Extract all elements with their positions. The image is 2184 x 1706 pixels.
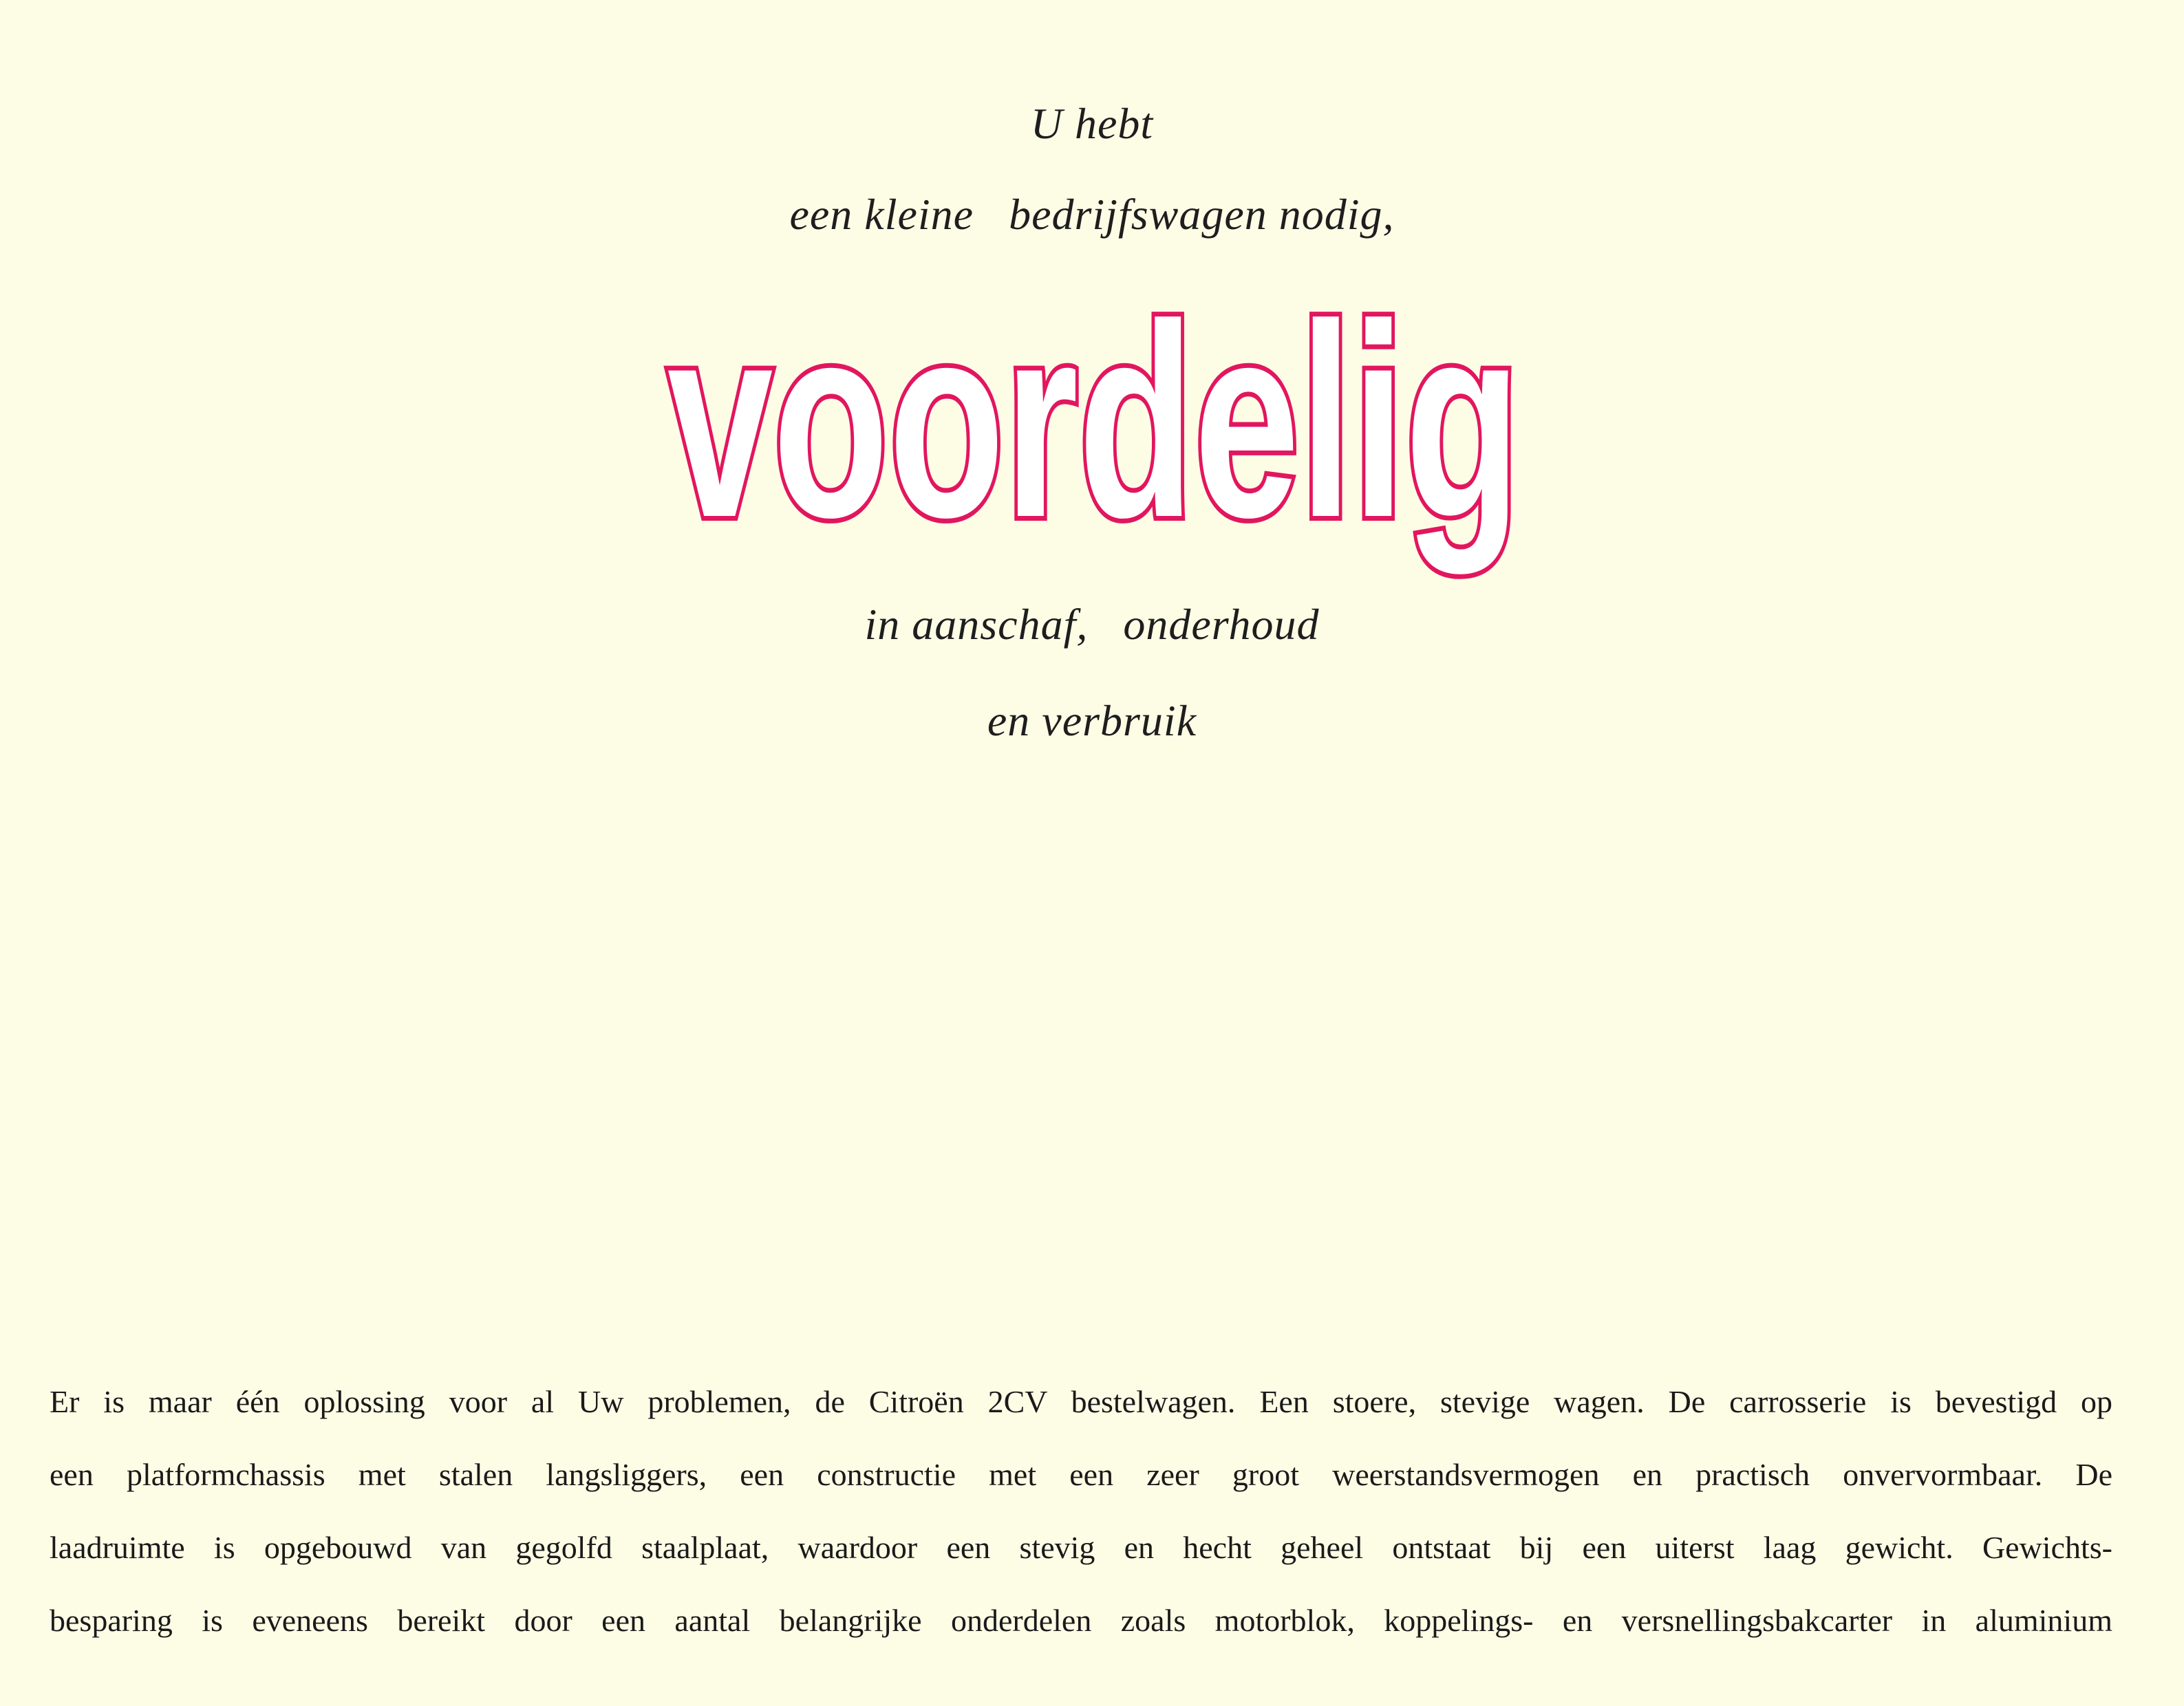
body-line-3: laadruimte is opgebouwd van gegolfd staalplaat, waardoor een stevig en hecht geheel ontstaat bij een uiterst laag gewicht. Gewichts-: [50, 1530, 2112, 1565]
body-line-4: besparing is eveneens bereikt door een aantal belangrijke onderdelen zoals motorblok, koppelings- en versnellingsbakcarter in aluminium: [50, 1603, 2112, 1638]
headline: [0, 267, 2184, 592]
headline-graphic: [647, 267, 1907, 592]
subline-line-1: in aanschaf, onderhoud: [864, 600, 1320, 649]
body-paragraph: [50, 1365, 2112, 1657]
body-line-1: Er is maar één oplossing voor al Uw problemen, de Citroën 2CV bestelwagen. Een stoere, stevige wagen. De carrosserie is bevestigd op: [50, 1384, 2112, 1419]
intro-line-1: U hebt: [1030, 99, 1154, 148]
headline-word: voordelig: [667, 267, 1907, 574]
subline-line-2: en verbruik: [987, 696, 1197, 745]
intro-line-2: een kleine bedrijfswagen nodig,: [789, 190, 1395, 239]
body-line-2: een platformchassis met stalen langsliggers, een constructie met een zeer groot weerstandsvermogen en practisch onvervormbaar. De: [50, 1457, 2112, 1492]
